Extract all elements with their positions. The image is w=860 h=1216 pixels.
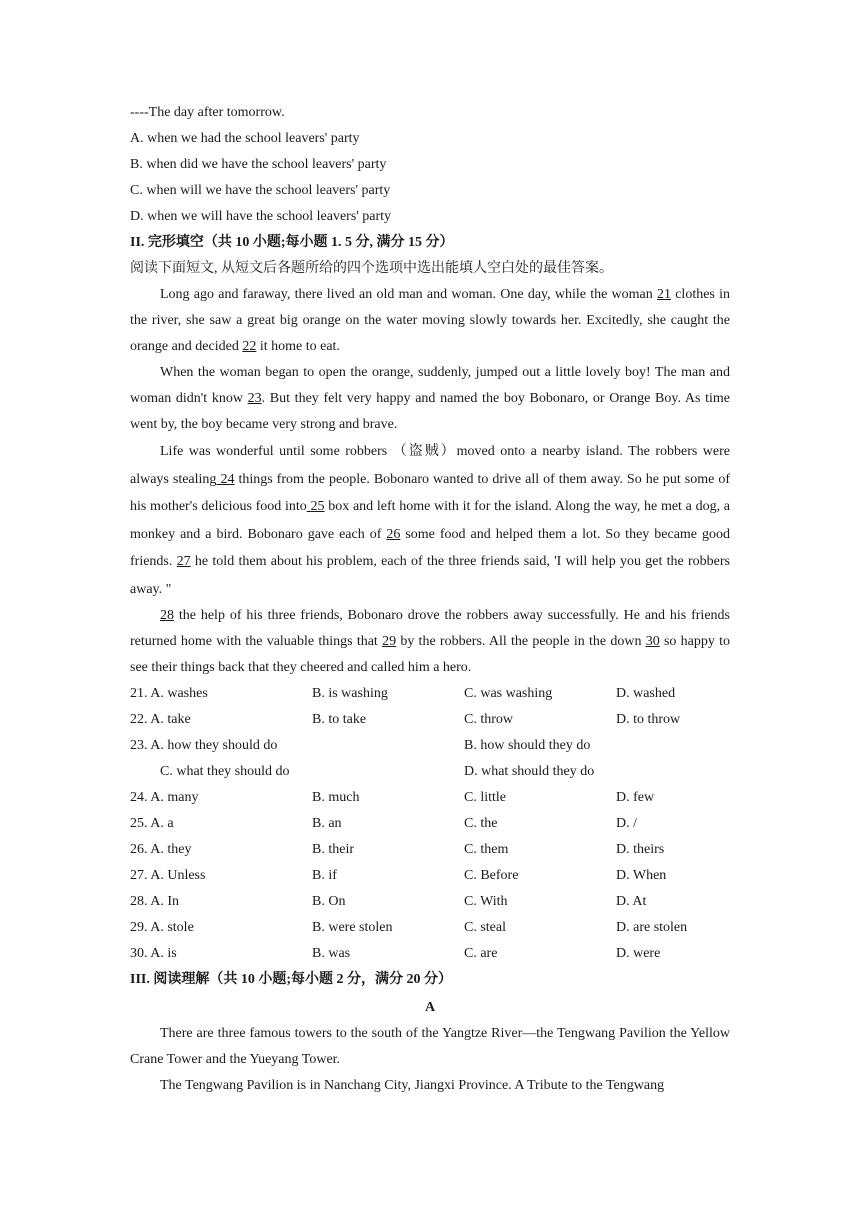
text: by the robbers. All the people in the down — [396, 634, 646, 649]
choice: B. if — [312, 868, 337, 883]
section-3-title: III. 阅读理解（共 10 小题;每小题 2 分，满分 20 分） — [130, 972, 453, 987]
choice: C. throw — [464, 712, 513, 727]
question-28 — [130, 889, 730, 915]
option-c: C. when will we have the school leavers' party — [130, 183, 391, 198]
text: clothes in the river, she saw a great big orange on the water moving slowly towards her. Excitedly, she caught the orange and decided — [130, 287, 730, 354]
choice: C. what they should do — [160, 764, 290, 779]
blank-25: 25 — [306, 499, 325, 514]
blank-26: 26 — [386, 526, 401, 542]
choice: D. theirs — [616, 842, 665, 857]
choice: 22. A. take — [130, 712, 191, 727]
question-23-cont — [130, 759, 730, 785]
choice: D. are stolen — [616, 920, 688, 935]
cloze-paragraph-3 — [130, 438, 730, 603]
blank-30: 30 — [645, 634, 660, 649]
choice: C. steal — [464, 920, 506, 935]
choice: D. washed — [616, 686, 676, 701]
answer-line: ----The day after tomorrow. — [130, 105, 285, 120]
choice: D. what should they do — [464, 764, 595, 779]
text: box and left home with it for the island. Along the way, he met a dog, a monkey and a bird. Bobonaro gave each of — [130, 499, 730, 542]
text: things from the people. Bobonaro wanted to drive all of them away. So he put some of his mother's delicious food into — [130, 471, 731, 514]
text: he told them about his problem, each of the three friends said, 'I will help you get the robbers away. " — [130, 554, 730, 597]
choice: 24. A. many — [130, 790, 199, 805]
choice: B. On — [312, 894, 346, 909]
choice: C. are — [464, 946, 498, 961]
choice: B. their — [312, 842, 354, 857]
text: it home to eat. — [256, 339, 340, 354]
choice: C. the — [464, 816, 498, 831]
blank-29: 29 — [382, 634, 397, 649]
text: Life was wonderful until some robbers （盗贼）moved onto a nearby island. The robbers were always stealing — [130, 444, 730, 487]
choice: C. With — [464, 894, 508, 909]
choice: D. When — [616, 868, 667, 883]
choice: C. was washing — [464, 686, 553, 701]
choice: D. to throw — [616, 712, 681, 727]
choice: B. much — [312, 790, 360, 805]
choice: B. an — [312, 816, 342, 831]
choice: 21. A. washes — [130, 686, 208, 701]
choice: B. was — [312, 946, 351, 961]
option-b: B. when did we have the school leavers' party — [130, 157, 387, 172]
choice: 26. A. they — [130, 842, 192, 857]
passage-label: A — [424, 1000, 436, 1015]
choice: 23. A. how they should do — [130, 738, 278, 753]
choice: D. At — [616, 894, 647, 909]
section-2-title: II. 完形填空（共 10 小题;每小题 1. 5 分, 满分 15 分） — [130, 235, 454, 250]
text: some food and helped them a lot. So they became good friends. — [130, 526, 730, 569]
choice: 27. A. Unless — [130, 868, 206, 883]
choice: 25. A. a — [130, 816, 174, 831]
question-23 — [130, 733, 730, 759]
blank-27: 27 — [176, 554, 191, 569]
choice: B. to take — [312, 712, 367, 727]
blank-21: 21 — [656, 287, 671, 302]
question-22 — [130, 707, 730, 733]
choice: D. / — [616, 816, 637, 831]
choice: B. how should they do — [464, 738, 591, 753]
blank-28: 28 — [160, 608, 174, 623]
choice: B. is washing — [312, 686, 388, 701]
choice: B. were stolen — [312, 920, 393, 935]
choice: C. Before — [464, 868, 519, 883]
choice: D. few — [616, 790, 655, 805]
question-27 — [130, 863, 730, 889]
choice: 30. A. is — [130, 946, 177, 961]
choice: D. were — [616, 946, 661, 961]
reading-paragraph-2: The Tengwang Pavilion is in Nanchang City, Jiangxi Province. A Tribute to the Tengwang — [160, 1078, 665, 1093]
question-24 — [130, 785, 730, 811]
question-26 — [130, 837, 730, 863]
cloze-paragraph-4 — [130, 603, 730, 681]
blank-23: 23 — [247, 391, 262, 406]
choice: 28. A. In — [130, 894, 179, 909]
option-a: A. when we had the school leavers' party — [130, 131, 360, 146]
cloze-options — [130, 681, 730, 967]
question-29 — [130, 915, 730, 941]
text: Long ago and faraway, there lived an old man and woman. One day, while the woman — [160, 287, 657, 302]
text: the help of his three friends, Bobonaro drove the robbers away successfully. He and his friends returned home with the valuable things that — [130, 608, 730, 649]
question-30 — [130, 941, 730, 967]
cloze-paragraph-1 — [130, 282, 730, 360]
text: . But they felt very happy and named the boy Bobonaro, or Orange Boy. As time went by, the boy became very strong and brave. — [130, 391, 730, 432]
question-21 — [130, 681, 730, 707]
reading-paragraph-1: There are three famous towers to the south of the Yangtze River—the Tengwang Pavilion the Yellow Crane Tower and the Yueyang Tower. — [130, 1026, 730, 1067]
text: When the woman began to open the orange, suddenly, jumped out a little lovely boy! The man and woman didn't know — [130, 365, 730, 406]
blank-22: 22 — [242, 339, 257, 354]
choice: 29. A. stole — [130, 920, 194, 935]
question-25 — [130, 811, 730, 837]
exam-page — [130, 100, 730, 1099]
choice: C. little — [464, 790, 506, 805]
cloze-paragraph-2 — [130, 360, 730, 438]
text: so happy to see their things back that they cheered and called him a hero. — [130, 634, 730, 675]
section-2-instruction: 阅读下面短文, 从短文后各题所给的四个选项中选出能填人空白处的最佳答案。 — [130, 261, 613, 276]
option-d: D. when we will have the school leavers' party — [130, 209, 392, 224]
blank-24: 24 — [216, 471, 235, 487]
choice: C. them — [464, 842, 509, 857]
